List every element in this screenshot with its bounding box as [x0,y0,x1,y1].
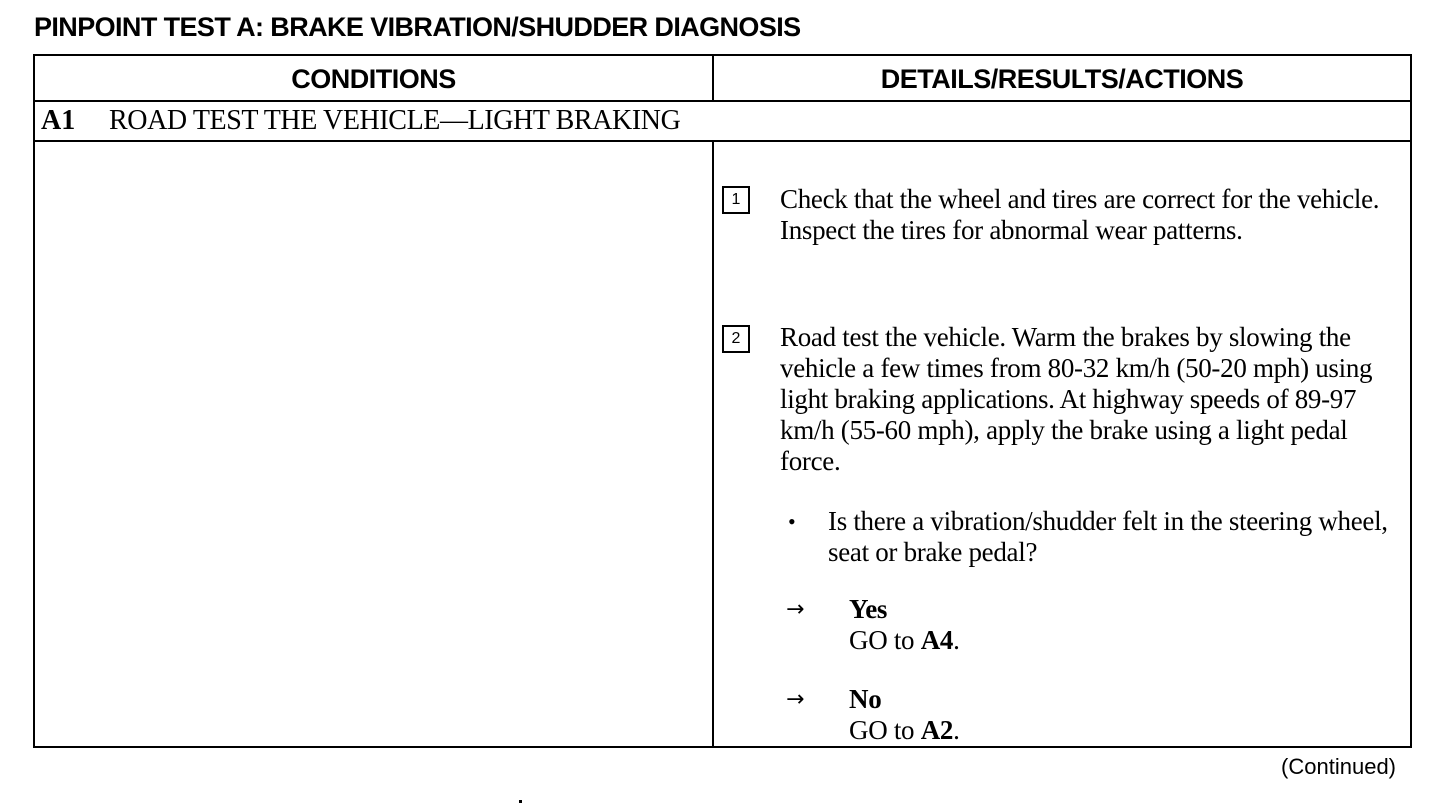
item-text-1: Check that the wheel and tires are correct for the vehicle. Inspect the tires for abnormal wear patterns. [780,184,1380,245]
question-bullet: • [788,509,796,534]
continued-note: (Continued) [1281,754,1396,779]
conditions-header: CONDITIONS [291,64,456,94]
item-number-box-2: 2 [722,325,750,353]
question-text: Is there a vibration/shudder felt in the steering wheel, seat or brake pedal? [828,506,1388,567]
step-title-row [35,102,1410,142]
answer-yes [849,594,1389,656]
step-id: A1 [41,105,76,136]
answer-no [849,684,1389,746]
item-text-2: Road test the vehicle. Warm the brakes by slowing the vehicle a few times from 80-32 km/h (50-20 mph) using light braking applications. At highway speeds of 89-97 km/h (55-60 mph), apply the brake using a light pedal force. [780,322,1373,476]
step-title: ROAD TEST THE VEHICLE—LIGHT BRAKING [109,105,681,136]
answer-no-label: No [849,684,882,714]
yes-arrow-icon: → [786,597,805,622]
header-column-divider [712,56,714,102]
answer-yes-label: Yes [849,594,888,624]
details-results-actions-header: DETAILS/RESULTS/ACTIONS [880,64,1244,94]
table-header-row [35,56,1410,102]
answer-no-action: GO to A2. [849,715,960,745]
no-arrow-icon: → [786,687,805,712]
scan-speck [519,800,522,803]
answer-yes-action: GO to A4. [849,625,960,655]
page-title: PINPOINT TEST A: BRAKE VIBRATION/SHUDDER DIAGNOSIS [34,12,801,42]
item-number-box-1: 1 [722,186,750,214]
body-column-divider [712,142,714,746]
